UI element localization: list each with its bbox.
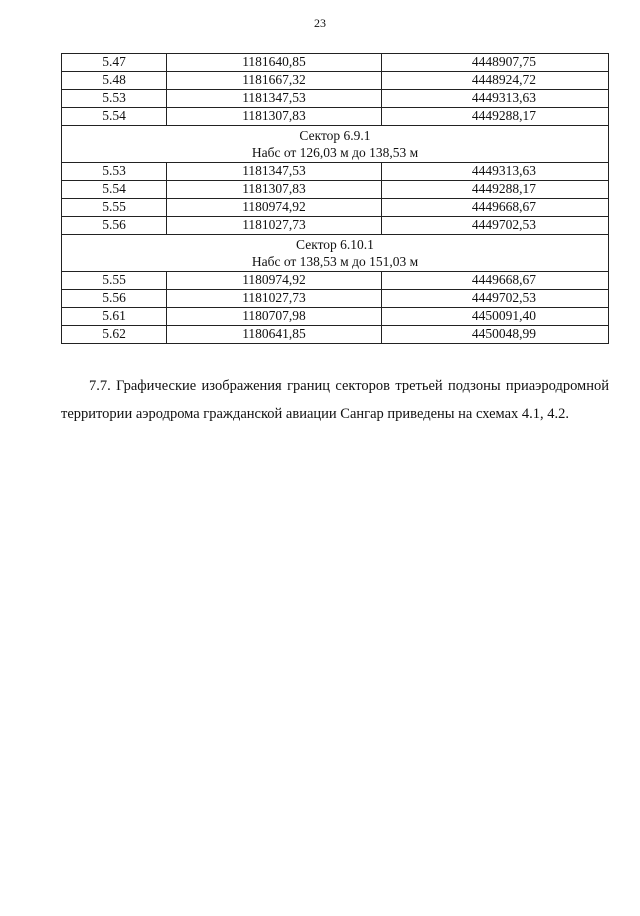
- point-id-cell: 5.56: [62, 290, 167, 308]
- sector-title: Сектор 6.9.1: [299, 128, 371, 143]
- x-coordinate-cell: 1181667,32: [167, 72, 382, 90]
- x-coordinate-cell: 1180974,92: [167, 272, 382, 290]
- sector-header-row: [62, 235, 609, 272]
- table-row: [62, 290, 609, 308]
- sector-header-cell: [62, 235, 609, 272]
- y-coordinate-cell: 4449702,53: [382, 217, 609, 235]
- point-id-cell: 5.55: [62, 272, 167, 290]
- y-coordinate-cell: 4449668,67: [382, 199, 609, 217]
- table-row: [62, 90, 609, 108]
- table-row: [62, 272, 609, 290]
- sector-title: Сектор 6.10.1: [296, 237, 374, 252]
- x-coordinate-cell: 1181640,85: [167, 54, 382, 72]
- y-coordinate-cell: 4449702,53: [382, 290, 609, 308]
- table-row: [62, 308, 609, 326]
- point-id-cell: 5.62: [62, 326, 167, 344]
- x-coordinate-cell: 1180974,92: [167, 199, 382, 217]
- x-coordinate-cell: 1181027,73: [167, 290, 382, 308]
- y-coordinate-cell: 4450091,40: [382, 308, 609, 326]
- y-coordinate-cell: 4449288,17: [382, 181, 609, 199]
- point-id-cell: 5.54: [62, 108, 167, 126]
- sector-height-range: Набс от 126,03 м до 138,53 м: [251, 145, 419, 160]
- table-row: [62, 163, 609, 181]
- table-row: [62, 199, 609, 217]
- x-coordinate-cell: 1181347,53: [167, 163, 382, 181]
- sector-header-row: [62, 126, 609, 163]
- point-id-cell: 5.53: [62, 90, 167, 108]
- table-row: [62, 181, 609, 199]
- y-coordinate-cell: 4448907,75: [382, 54, 609, 72]
- point-id-cell: 5.61: [62, 308, 167, 326]
- sector-header-cell: [62, 126, 609, 163]
- y-coordinate-cell: 4449288,17: [382, 108, 609, 126]
- table-row: [62, 54, 609, 72]
- coordinates-table-body: [62, 54, 609, 344]
- x-coordinate-cell: 1180641,85: [167, 326, 382, 344]
- point-id-cell: 5.47: [62, 54, 167, 72]
- y-coordinate-cell: 4449313,63: [382, 90, 609, 108]
- page-number: 23: [314, 16, 326, 30]
- sector-height-range: Набс от 138,53 м до 151,03 м: [251, 254, 419, 269]
- point-id-cell: 5.54: [62, 181, 167, 199]
- section-paragraph: 7.7. Графические изображения границ секторов третьей подзоны приаэродромной территории аэродрома гражданской авиации Сангар приведены на схемах 4.1, 4.2.: [61, 378, 609, 422]
- x-coordinate-cell: 1180707,98: [167, 308, 382, 326]
- y-coordinate-cell: 4449668,67: [382, 272, 609, 290]
- x-coordinate-cell: 1181027,73: [167, 217, 382, 235]
- y-coordinate-cell: 4448924,72: [382, 72, 609, 90]
- table-row: [62, 217, 609, 235]
- coordinates-table: [61, 53, 609, 344]
- point-id-cell: 5.56: [62, 217, 167, 235]
- table-row: [62, 108, 609, 126]
- point-id-cell: 5.48: [62, 72, 167, 90]
- table-row: [62, 72, 609, 90]
- x-coordinate-cell: 1181307,83: [167, 108, 382, 126]
- y-coordinate-cell: 4449313,63: [382, 163, 609, 181]
- point-id-cell: 5.53: [62, 163, 167, 181]
- table-row: [62, 326, 609, 344]
- x-coordinate-cell: 1181307,83: [167, 181, 382, 199]
- x-coordinate-cell: 1181347,53: [167, 90, 382, 108]
- y-coordinate-cell: 4450048,99: [382, 326, 609, 344]
- point-id-cell: 5.55: [62, 199, 167, 217]
